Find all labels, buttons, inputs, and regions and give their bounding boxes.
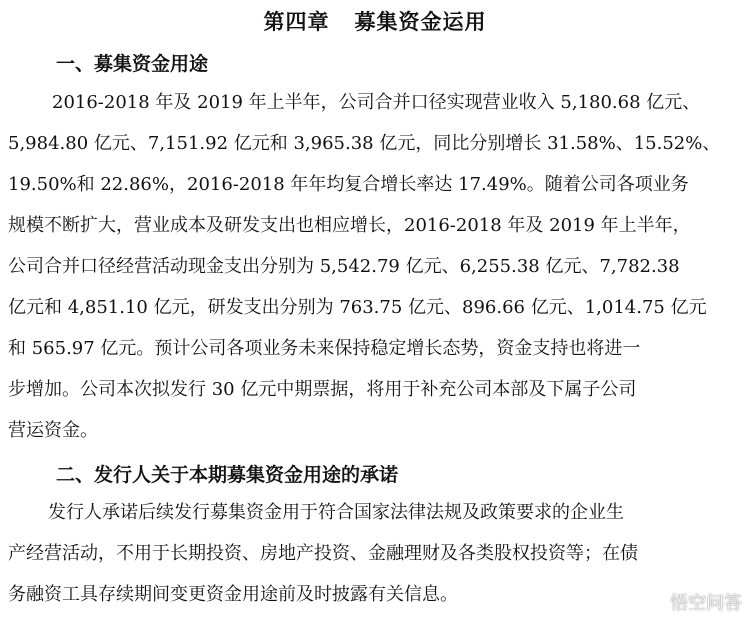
- paragraph-line: 步增加。公司本次拟发行 30 亿元中期票据，将用于补充公司本部及下属子公司: [8, 379, 637, 400]
- wukong-logo-icon: [644, 591, 666, 613]
- chapter-title: 第四章 募集资金运用: [263, 9, 487, 34]
- paragraph-line: 规模不断扩大，营业成本及研发支出也相应增长，2016-2018 年及 2019 年上半年，: [8, 215, 691, 236]
- paragraph-line: 发行人承诺后续发行募集资金用于符合国家法律法规及政策要求的企业生: [48, 502, 624, 523]
- paragraph-line: 亿元和 4,851.10 亿元，研发支出分别为 763.75 亿元、896.66 亿元、1,014.75 亿元: [8, 297, 707, 318]
- paragraph-line: 营运资金。: [8, 420, 98, 441]
- paragraph-line: 务融资工具存续期间变更资金用途前及时披露有关信息。: [8, 584, 458, 605]
- watermark-text: 悟空问答: [670, 593, 742, 614]
- paragraph-line: 产经营活动，不用于长期投资、房地产投资、金融理财及各类股权投资等；在债: [8, 543, 638, 564]
- paragraph-line: 19.50%和 22.86%，2016-2018 年年均复合增长率达 17.49%。随着公司各项业务: [8, 174, 689, 195]
- section-heading-commitment: 二、发行人关于本期募集资金用途的承诺: [56, 464, 399, 486]
- paragraph-line: 5,984.80 亿元、7,151.92 亿元和 3,965.38 亿元，同比分别增长 31.58%、15.52%、: [8, 133, 721, 154]
- paragraph-line: 2016-2018 年及 2019 年上半年，公司合并口径实现营业收入 5,180.68 亿元、: [52, 92, 701, 113]
- paragraph-line: 公司合并口径经营活动现金支出分别为 5,542.79 亿元、6,255.38 亿元、7,782.38: [8, 256, 680, 277]
- watermark: [644, 589, 742, 615]
- paragraph-line: 和 565.97 亿元。预计公司各项业务未来保持稳定增长态势，资金支持也将进一: [8, 338, 641, 359]
- section-heading-purpose: 一、募集资金用途: [56, 53, 209, 75]
